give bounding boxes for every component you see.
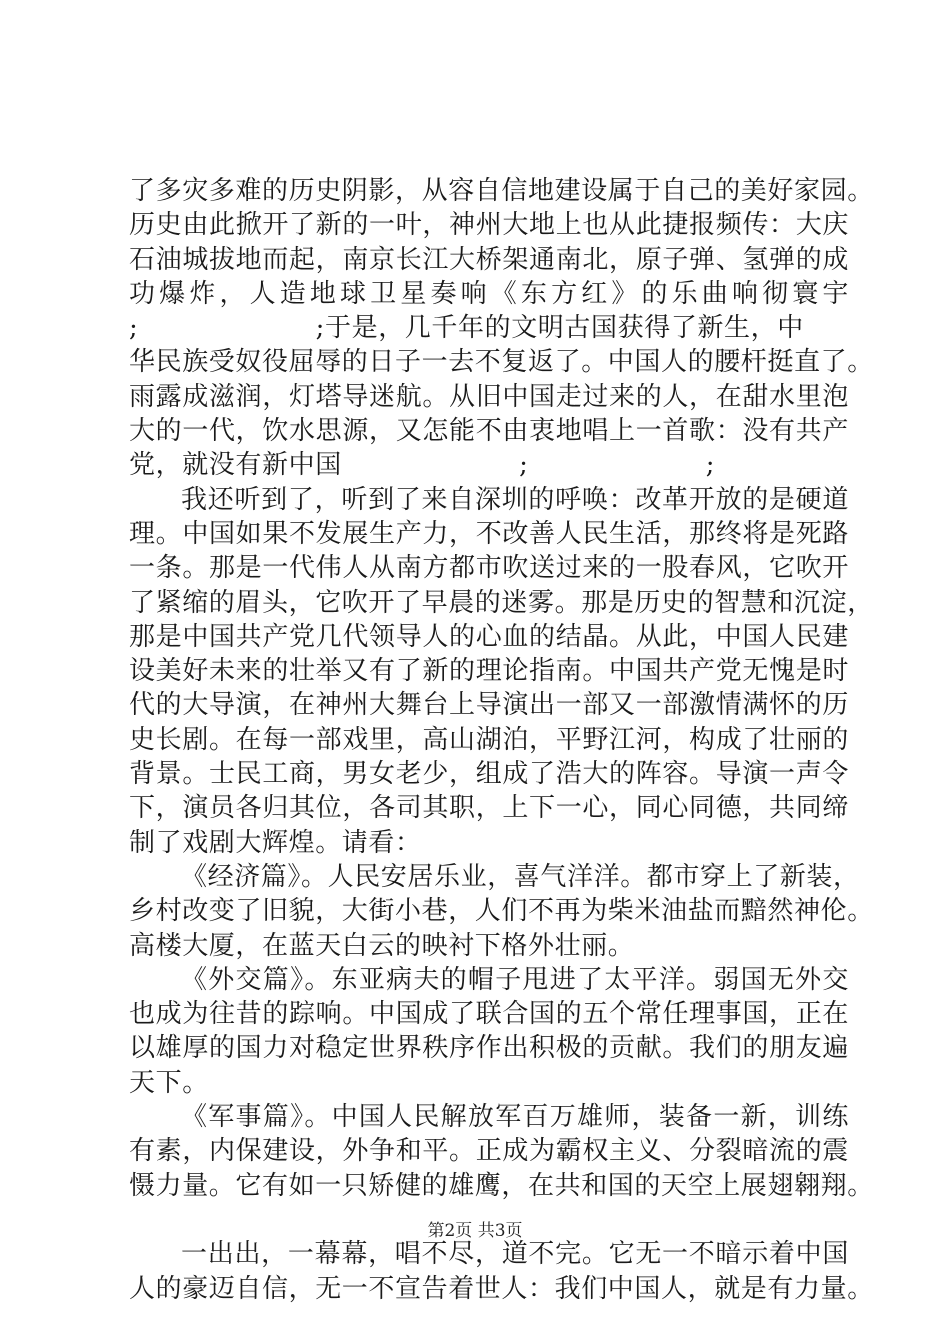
text-line: 下，演员各归其位，各司其职，上下一心，同心同德，共同缔 bbox=[129, 793, 849, 824]
text-line: 人的豪迈自信，无一不宣告着世人：我们中国人，就是有力量。 bbox=[129, 1273, 874, 1304]
text-line: 史长剧。在每一部戏里，高山湖泊，平野江河，构成了壮丽的 bbox=[129, 724, 849, 755]
text-line: 大的一代，饮水思源，又怎能不由衷地唱上一首歌：没有共产 bbox=[129, 416, 849, 447]
text-line: 一出出，一幕幕，唱不尽，道不完。它无一不暗示着中国 bbox=[181, 1239, 849, 1270]
text-line: 我还听到了，听到了来自深圳的呼唤：改革开放的是硬道 bbox=[181, 484, 849, 515]
text-line: 制了戏剧大辉煌。请看： bbox=[129, 827, 422, 858]
text-line: 那是中国共产党几代领导人的心血的结晶。从此，中国人民建 bbox=[129, 621, 849, 652]
page-number-label: 第2页 共3页 bbox=[427, 1221, 523, 1241]
text-line: 石油城拔地而起，南京长江大桥架通南北，原子弹、氢弹的成 bbox=[129, 244, 849, 275]
text-line: 有素，内保建设，外争和平。正成为霸权主义、分裂暗流的震 bbox=[129, 1136, 849, 1167]
text-line: 代的大导演，在神州大舞台上导演出一部又一部激情满怀的历 bbox=[129, 690, 849, 721]
text-line: 慑力量。它有如一只矫健的雄鹰，在共和国的天空上展翅翱翔。 bbox=[129, 1170, 874, 1201]
text-line: 乡村改变了旧貌，大街小巷，人们不再为柴米油盐而黯然神伦。 bbox=[129, 896, 874, 927]
page-footer bbox=[0, 1216, 950, 1241]
text-line: 历史由此掀开了新的一叶，神州大地上也从此捷报频传：大庆 bbox=[129, 210, 849, 241]
text-line: 理。中国如果不发展生产力，不改善人民生活，那终将是死路 bbox=[129, 518, 849, 549]
text-line: 天下。 bbox=[129, 1067, 209, 1098]
text-line: 党，就没有新中国 ; ; bbox=[129, 450, 716, 481]
text-line: 以雄厚的国力对稳定世界秩序作出积极的贡献。我们的朋友遍 bbox=[129, 1033, 849, 1064]
text-line: 华民族受奴役屈辱的日子一去不复返了。中国人的腰杆挺直了。 bbox=[129, 347, 874, 378]
text-line: 雨露成滋润，灯塔导迷航。从旧中国走过来的人，在甜水里泡 bbox=[129, 381, 849, 412]
text-line: 设美好未来的壮举又有了新的理论指南。中国共产党无愧是时 bbox=[129, 656, 849, 687]
text-line: 也成为往昔的踪响。中国成了联合国的五个常任理事国，正在 bbox=[129, 999, 849, 1030]
text-line: 《军事篇》。中国人民解放军百万雄师，装备一新，训练 bbox=[181, 1102, 849, 1133]
text-line: ; ;于是，几千年的文明古国获得了新生，中 bbox=[129, 313, 804, 344]
text-line: 功爆炸，人造地球卫星奏响《东方红》的乐曲响彻寰宇 bbox=[129, 278, 849, 309]
text-line: 一条。那是一代伟人从南方都市吹送过来的一股春风，它吹开 bbox=[129, 553, 849, 584]
text-line: 高楼大厦，在蓝天白云的映衬下格外壮丽。 bbox=[129, 930, 635, 961]
text-line: 了多灾多难的历史阴影，从容自信地建设属于自己的美好家园。 bbox=[129, 176, 874, 206]
text-line: 《经济篇》。人民安居乐业，喜气洋洋。都市穿上了新装， bbox=[181, 861, 860, 892]
text-line: 了紧缩的眉头，它吹开了早晨的迷雾。那是历史的智慧和沉淀， bbox=[129, 587, 874, 618]
body-text bbox=[129, 174, 874, 1306]
text-line: 《外交篇》。东亚病夫的帽子甩进了太平洋。弱国无外交 bbox=[181, 964, 849, 995]
text-line: 背景。士民工商，男女老少，组成了浩大的阵容。导演一声令 bbox=[129, 759, 849, 790]
